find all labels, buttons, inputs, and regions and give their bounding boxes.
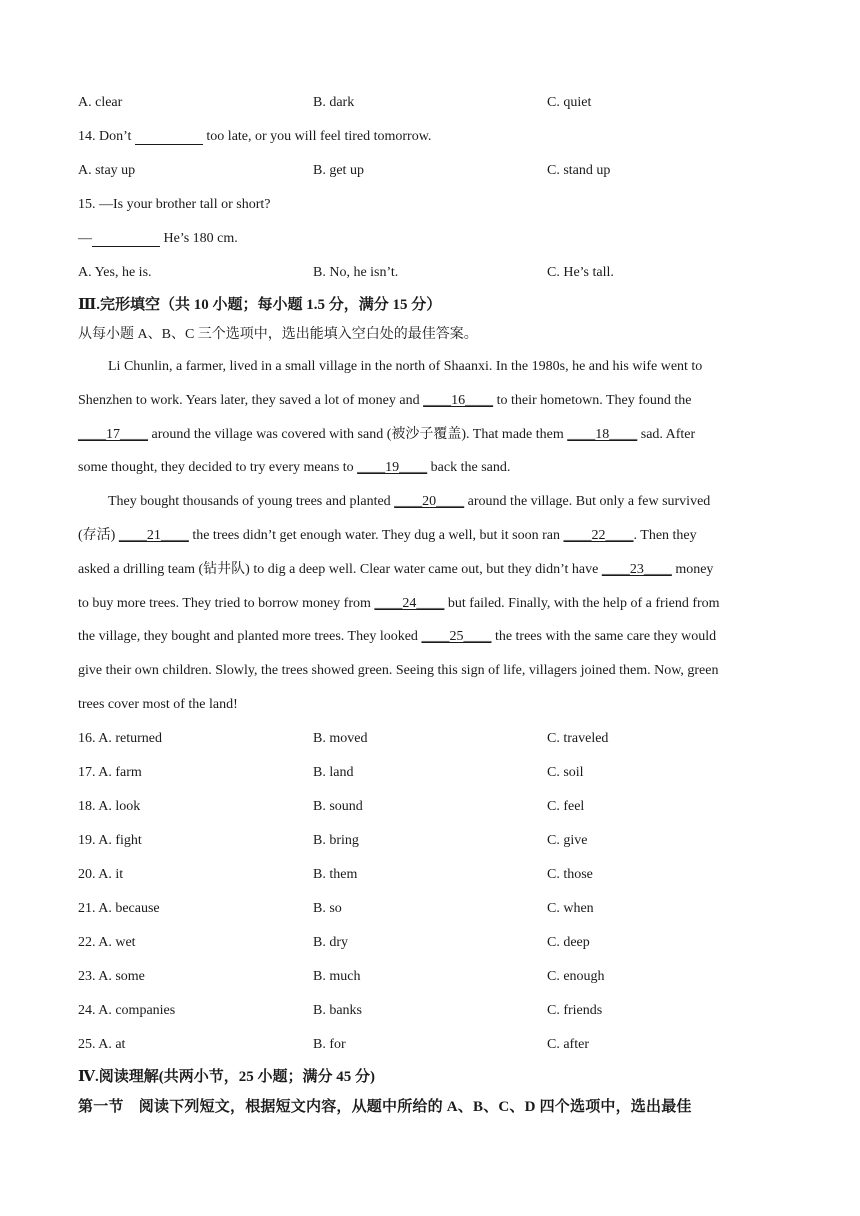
- option-a: 18. A. look: [78, 798, 141, 814]
- q15-question: 15. —Is your brother tall or short?: [78, 197, 271, 212]
- blank-25: ____25____: [421, 629, 492, 645]
- passage-line: give their own children. Slowly, the trees showed green. Seeing this sign of life, villagers joined them. Now, green: [78, 663, 719, 679]
- q14-option-b: B. get up: [313, 163, 364, 178]
- q14-options: [78, 154, 788, 188]
- option-b: B. bring: [313, 832, 359, 848]
- q15-answer-line: [78, 222, 788, 256]
- q15-options: [78, 256, 788, 290]
- option-c: C. those: [547, 866, 593, 882]
- passage-text: They bought thousands of young trees and planted: [108, 494, 395, 510]
- option-b: B. dry: [313, 934, 348, 950]
- cloze-option-row: [78, 926, 788, 960]
- exam-page: [78, 86, 788, 1122]
- passage-line: [78, 451, 788, 485]
- q13-options: [78, 86, 788, 120]
- option-c: C. give: [547, 832, 588, 848]
- blank-18: ____18____: [567, 426, 638, 442]
- passage-text: the trees didn’t get enough water. They dug a well, but it soon ran: [188, 527, 564, 543]
- q15-option-c: C. He’s tall.: [547, 265, 614, 280]
- blank-17: ____17____: [78, 426, 148, 442]
- option-a: 22. A. wet: [78, 934, 136, 950]
- cloze-option-row: [78, 824, 788, 858]
- passage-line: Li Chunlin, a farmer, lived in a small village in the north of Shaanxi. In the 1980s, he and his wife went to: [108, 359, 703, 374]
- blank-24: ____24____: [374, 595, 445, 611]
- option-a: 23. A. some: [78, 968, 145, 984]
- cloze-option-row: [78, 858, 788, 892]
- q15-dash: —: [78, 231, 92, 246]
- option-c: C. when: [547, 900, 594, 916]
- q14-post: too late, or you will feel tired tomorrow.: [202, 129, 432, 144]
- passage-text: some thought, they decided to try every means to: [78, 460, 358, 476]
- passage-text: the village, they bought and planted more trees. They looked: [78, 629, 422, 645]
- option-b: B. for: [313, 1036, 346, 1052]
- option-a: 20. A. it: [78, 866, 124, 882]
- passage-text: asked a drilling team (钻井队) to dig a deep well. Clear water came out, but they didn’t have: [78, 561, 602, 577]
- q14-pre: 14. Don’t: [78, 129, 135, 144]
- cloze-option-row: [78, 790, 788, 824]
- section4-heading: Ⅳ.阅读理解(共两小节，25 小题；满分 45 分): [78, 1068, 376, 1085]
- option-a: 17. A. farm: [78, 764, 142, 780]
- passage-text: . Then they: [633, 527, 697, 543]
- option-b: B. them: [313, 866, 358, 882]
- passage-text: around the village was covered with sand (被沙子覆盖). That made them: [148, 426, 568, 442]
- option-b: B. banks: [313, 1002, 362, 1018]
- cloze-option-row: [78, 960, 788, 994]
- blank-22: ____22____: [563, 527, 634, 543]
- blank-20: ____20____: [394, 494, 465, 510]
- passage-text: money: [671, 561, 714, 577]
- q13-option-a: A. clear: [78, 95, 123, 110]
- passage-line: [78, 485, 788, 519]
- passage-text: (存活): [78, 527, 119, 543]
- passage-text: to buy more trees. They tried to borrow money from: [78, 595, 375, 611]
- option-b: B. much: [313, 968, 361, 984]
- passage-text: sad. After: [637, 426, 696, 442]
- cloze-option-row: [78, 994, 788, 1028]
- cloze-option-row: [78, 722, 788, 756]
- option-c: C. enough: [547, 968, 605, 984]
- passage-line: [78, 587, 788, 621]
- passage-line: [78, 384, 788, 418]
- option-c: C. feel: [547, 798, 585, 814]
- option-a: 25. A. at: [78, 1036, 126, 1052]
- passage-text: the trees with the same care they would: [491, 629, 717, 645]
- q14-option-a: A. stay up: [78, 163, 136, 178]
- blank-19: ____19____: [357, 460, 428, 476]
- passage-line: [78, 418, 788, 452]
- q13-option-c: C. quiet: [547, 95, 592, 110]
- option-a: 21. A. because: [78, 900, 160, 916]
- option-a: 19. A. fight: [78, 832, 142, 848]
- cloze-option-row: [78, 892, 788, 926]
- blank-21: ____21____: [118, 527, 189, 543]
- option-c: C. deep: [547, 934, 590, 950]
- q15-option-a: A. Yes, he is.: [78, 265, 152, 280]
- passage-line: [78, 519, 788, 553]
- passage-text: around the village. But only a few survived: [464, 494, 711, 510]
- q14-option-c: C. stand up: [547, 163, 611, 178]
- passage-line: [78, 553, 788, 587]
- option-a: 24. A. companies: [78, 1002, 176, 1018]
- section3-heading: Ⅲ.完形填空（共 10 小题；每小题 1.5 分，满分 15 分）: [78, 297, 442, 313]
- blank-23: ____23____: [601, 561, 672, 577]
- section4-subheading: 第一节 阅读下列短文，根据短文内容，从题中所给的 A、B、C、D 四个选项中，选出最佳: [78, 1098, 692, 1115]
- option-c: C. friends: [547, 1002, 603, 1018]
- cloze-option-row: [78, 1028, 788, 1062]
- option-c: C. traveled: [547, 730, 609, 746]
- option-b: B. sound: [313, 798, 363, 814]
- passage-text: to their hometown. They found the: [493, 392, 692, 408]
- option-c: C. after: [547, 1036, 589, 1052]
- passage-line: trees cover most of the land!: [78, 696, 238, 712]
- blank-16: ____16____: [423, 392, 494, 408]
- passage-line: [78, 620, 788, 654]
- passage-text: Shenzhen to work. Years later, they saved a lot of money and: [78, 392, 424, 408]
- q15-blank: [92, 232, 160, 247]
- section3-instruction: 从每小题 A、B、C 三个选项中，选出能填入空白处的最佳答案。: [78, 327, 478, 342]
- q14-question: [78, 120, 788, 154]
- option-b: B. so: [313, 900, 342, 916]
- cloze-option-row: [78, 756, 788, 790]
- q14-blank: [135, 130, 203, 145]
- passage-text: back the sand.: [427, 460, 511, 476]
- option-b: B. moved: [313, 730, 368, 746]
- q15-post: He’s 180 cm.: [160, 231, 238, 246]
- option-b: B. land: [313, 764, 354, 780]
- option-c: C. soil: [547, 764, 584, 780]
- option-a: 16. A. returned: [78, 730, 162, 746]
- q13-option-b: B. dark: [313, 95, 355, 110]
- passage-text: but failed. Finally, with the help of a friend from: [444, 595, 720, 611]
- q15-option-b: B. No, he isn’t.: [313, 265, 399, 280]
